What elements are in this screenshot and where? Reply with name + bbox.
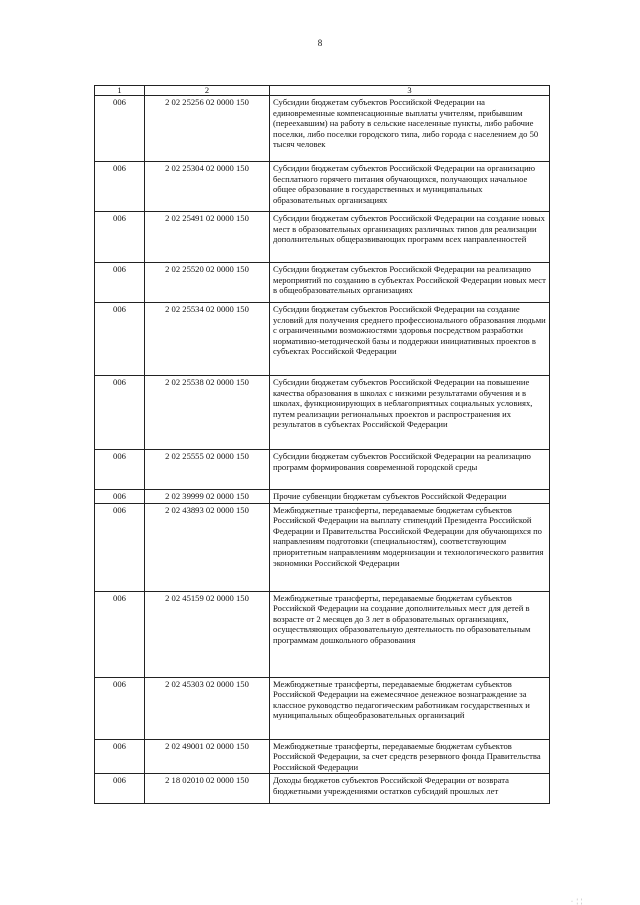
table-row xyxy=(95,591,550,677)
table-row xyxy=(95,212,550,263)
income-name-cell: Межбюджетные трансферты, передаваемые бюджетам субъектов Российской Федерации, за счет средств резервного фонда Правительства Российской Федерации xyxy=(270,739,550,774)
income-name-cell: Межбюджетные трансферты, передаваемые бюджетам субъектов Российской Федерации на создание дополнительных мест для детей в возрасте от 2 месяцев до 3 лет в образовательных организациях, осуществляющих образовательную деятельность по образовательным программам дошкольного образования xyxy=(270,591,550,677)
admin-code-cell: 006 xyxy=(95,450,145,490)
income-code-cell: 2 02 25256 02 0000 150 xyxy=(145,96,270,162)
corner-mark: · ¦ ¦ xyxy=(571,899,584,905)
column-header: 3 xyxy=(270,86,550,96)
income-code-cell: 2 02 25534 02 0000 150 xyxy=(145,303,270,376)
admin-code-cell: 006 xyxy=(95,376,145,450)
income-name-cell: Межбюджетные трансферты, передаваемые бюджетам субъектов Российской Федерации на ежемесячное денежное вознаграждение за классное руководство педагогическим работникам государственных и муниципальных общеобразовательных организаций xyxy=(270,677,550,739)
income-name-cell: Субсидии бюджетам субъектов Российской Федерации на повышение качества образования в школах с низкими результатами обучения и в школах, функционирующих в неблагоприятных социальных условиях, путем реализации региональных проектов и распространения их результатов в субъектах Российской Федерации xyxy=(270,376,550,450)
budget-codes-table xyxy=(94,85,550,804)
income-code-cell: 2 02 25538 02 0000 150 xyxy=(145,376,270,450)
table-row xyxy=(95,263,550,303)
admin-code-cell: 006 xyxy=(95,162,145,212)
admin-code-cell: 006 xyxy=(95,774,145,804)
table-header-row xyxy=(95,86,550,96)
column-header: 2 xyxy=(145,86,270,96)
admin-code-cell: 006 xyxy=(95,490,145,504)
income-name-cell: Межбюджетные трансферты, передаваемые бюджетам субъектов Российской Федерации на выплату стипендий Президента Российской Федерации и Правительства Российской Федерации для обучающихся по направлениям подготовки (специальностям), соответствующим приоритетным направлениям модернизации и технологического развития экономики Российской Федерации xyxy=(270,503,550,591)
column-header: 1 xyxy=(95,86,145,96)
table-row xyxy=(95,774,550,804)
table-row xyxy=(95,376,550,450)
income-name-cell: Доходы бюджетов субъектов Российской Федерации от возврата бюджетными учреждениями остатков субсидий прошлых лет xyxy=(270,774,550,804)
admin-code-cell: 006 xyxy=(95,503,145,591)
admin-code-cell: 006 xyxy=(95,677,145,739)
income-code-cell: 2 02 45303 02 0000 150 xyxy=(145,677,270,739)
income-code-cell: 2 02 45159 02 0000 150 xyxy=(145,591,270,677)
table-row xyxy=(95,450,550,490)
income-code-cell: 2 18 02010 02 0000 150 xyxy=(145,774,270,804)
admin-code-cell: 006 xyxy=(95,212,145,263)
income-code-cell: 2 02 25304 02 0000 150 xyxy=(145,162,270,212)
admin-code-cell: 006 xyxy=(95,96,145,162)
income-name-cell: Субсидии бюджетам субъектов Российской Федерации на организацию бесплатного горячего питания обучающихся, получающих начальное общее образование в государственных и муниципальных образовательных организациях xyxy=(270,162,550,212)
income-name-cell: Прочие субвенции бюджетам субъектов Российской Федерации xyxy=(270,490,550,504)
income-code-cell: 2 02 49001 02 0000 150 xyxy=(145,739,270,774)
table-row xyxy=(95,96,550,162)
table-row xyxy=(95,739,550,774)
income-name-cell: Субсидии бюджетам субъектов Российской Федерации на реализацию мероприятий по созданию в субъектах Российской Федерации новых мест в общеобразовательных организациях xyxy=(270,263,550,303)
income-code-cell: 2 02 25555 02 0000 150 xyxy=(145,450,270,490)
income-code-cell: 2 02 25491 02 0000 150 xyxy=(145,212,270,263)
table-row xyxy=(95,162,550,212)
table-row xyxy=(95,303,550,376)
income-code-cell: 2 02 39999 02 0000 150 xyxy=(145,490,270,504)
table-row xyxy=(95,677,550,739)
table-row xyxy=(95,490,550,504)
admin-code-cell: 006 xyxy=(95,303,145,376)
income-code-cell: 2 02 43893 02 0000 150 xyxy=(145,503,270,591)
income-code-cell: 2 02 25520 02 0000 150 xyxy=(145,263,270,303)
admin-code-cell: 006 xyxy=(95,591,145,677)
page-number: 8 xyxy=(317,38,323,48)
admin-code-cell: 006 xyxy=(95,263,145,303)
income-name-cell: Субсидии бюджетам субъектов Российской Федерации на единовременные компенсационные выплаты учителям, прибывшим (переехавшим) на работу в сельские населенные пункты, либо рабочие поселки, либо поселки городского типа, либо города с населением до 50 тысяч человек xyxy=(270,96,550,162)
income-name-cell: Субсидии бюджетам субъектов Российской Федерации на создание условий для получения среднего профессионального образования людьми с ограниченными возможностями здоровья посредством разработки нормативно-методической базы и поддержки инициативных проектов в субъектах Российской Федерации xyxy=(270,303,550,376)
income-name-cell: Субсидии бюджетам субъектов Российской Федерации на создание новых мест в образовательных организациях различных типов для реализации дополнительных общеразвивающих программ всех направленностей xyxy=(270,212,550,263)
admin-code-cell: 006 xyxy=(95,739,145,774)
income-name-cell: Субсидии бюджетам субъектов Российской Федерации на реализацию программ формирования современной городской среды xyxy=(270,450,550,490)
table-row xyxy=(95,503,550,591)
